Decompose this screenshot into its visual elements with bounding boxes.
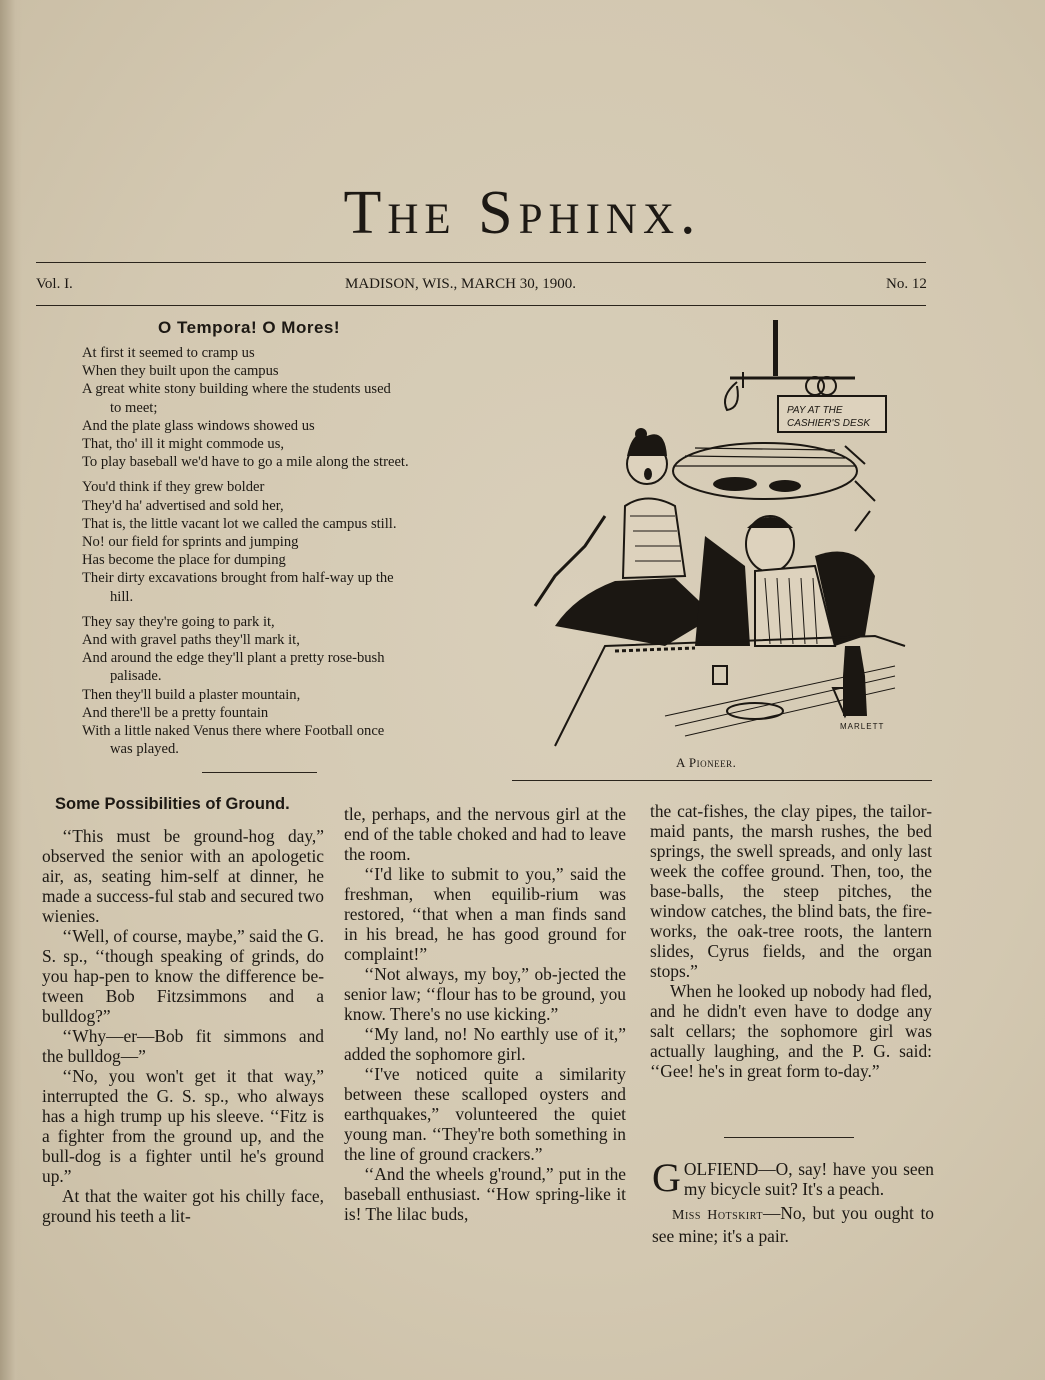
article-paragraph: At that the waiter got his chilly face, ground his teeth a lit-	[42, 1186, 324, 1226]
poem-line: To play baseball we'd have to go a mile along the street.	[82, 454, 409, 471]
article-paragraph: tle, perhaps, and the nervous girl at the end of the table choked and had to leave the room.	[344, 804, 626, 864]
article-column-2	[344, 804, 626, 1224]
poem-line: When they built upon the campus	[82, 363, 279, 380]
article-paragraph: ‘‘No, you won't get it that way,” interrupted the G. S. sp., who always has a high trump up his sleeve. ‘‘Fitz is a fighter from the ground up, and the bull-dog is a fighter until he's ground up.”	[42, 1066, 324, 1186]
poem-line: Has become the place for dumping	[82, 552, 286, 569]
illustration-caption: A Pioneer.	[676, 755, 737, 770]
poem-line: They'd ha' advertised and sold her,	[82, 497, 284, 514]
article-paragraph: ‘‘Well, of course, maybe,” said the G. S. sp., ‘‘though speaking of grinds, do you hap-pen to know the difference be-tween Bob Fitzsimmons and a bulldog?”	[42, 926, 324, 1026]
article-paragraph: ‘‘My land, no! No earthly use of it,” added the sophomore girl.	[344, 1024, 626, 1064]
article-column-3	[650, 801, 932, 1081]
poem-line: They say they're going to park it,	[82, 613, 275, 630]
volume-label: Vol. I.	[36, 276, 73, 292]
joke-speaker-2: Miss Hotskirt	[672, 1208, 763, 1223]
sign-line-2: CASHIER'S DESK	[787, 418, 871, 429]
poem-line: You'd think if they grew bolder	[82, 479, 265, 496]
poem-body	[82, 344, 477, 765]
poem-line: Their dirty excavations brought from half-way up the	[82, 570, 394, 587]
article-paragraph: When he looked up nobody had fled, and he didn't even have to dodge any salt cellars; the sophomore girl was actually laughing, and the P. G. said: ‘‘Gee! he's in great form to-day.”	[650, 981, 932, 1081]
poem-line: At first it seemed to cramp us	[82, 345, 255, 361]
poem-line: That, tho' ill it might commode us,	[82, 436, 285, 453]
poem-line: No! our field for sprints and jumping	[82, 534, 299, 551]
sign-line-1: PAY AT THE	[787, 405, 843, 416]
poem-title: O Tempora! O Mores!	[158, 318, 341, 337]
poem-stanza	[82, 344, 477, 471]
poem-line: Then they'll build a plaster mountain,	[82, 686, 301, 703]
place-date: MADISON, WIS., MARCH 30, 1900.	[345, 276, 576, 292]
poem-line: was played.	[110, 741, 179, 758]
joke-line-1: OLFIEND—O, say! have you seen my bicycle suit? It's a peach.	[683, 1159, 934, 1199]
masthead-rule-top	[36, 262, 926, 263]
poem-end-rule	[202, 772, 317, 773]
hanging-pole	[773, 320, 778, 376]
article-paragraph: ‘‘Why—er—Bob fit simmons and the bulldog—”	[42, 1026, 324, 1066]
article-paragraph: ‘‘And the wheels g'round,” put in the baseball enthusiast. ‘‘How spring-like it is! The lilac buds,	[344, 1164, 626, 1224]
poem-stanza	[82, 613, 477, 759]
caption-rule	[512, 780, 932, 781]
poem-line: palisade.	[110, 668, 162, 685]
article-paragraph: ‘‘I've noticed quite a similarity between these scalloped oysters and earthquakes,” volunteered the quiet young man. ‘‘They're both something in the line of ground crackers.”	[344, 1064, 626, 1164]
issue-number: No. 12	[886, 276, 927, 292]
article-paragraph: ‘‘Not always, my boy,” ob-jected the senior law; ‘‘flour has to be ground, you know. There's no use kicking.”	[344, 964, 626, 1024]
article-paragraph: ‘‘I'd like to submit to you,” said the freshman, when equilib-rium was restored, ‘‘that when a man finds sand in his bread, he has good ground for complaint!”	[344, 864, 626, 964]
artist-signature: MARLETT	[840, 722, 885, 731]
poem-line: And with gravel paths they'll mark it,	[82, 632, 300, 649]
poem-line: to meet;	[110, 399, 158, 416]
masthead-title: The Sphinx.	[343, 179, 702, 247]
bottle	[843, 646, 867, 716]
article-paragraph: the cat-fishes, the clay pipes, the tailor-maid pants, the marsh rushes, the bed springs, the swell spreads, and only last week the coffee ground. Then, too, the base-balls, the steep pitches, the window catches, the blind bats, the fire-works, the oak-tree roots, the lantern slides, Cyrus fields, and the organ stops.”	[650, 801, 932, 981]
poem-line: hill.	[110, 588, 134, 605]
joke-block	[652, 1155, 934, 1246]
illustration-a-pioneer	[515, 316, 915, 752]
poem-stanza	[82, 478, 477, 605]
masthead-rule-bottom	[36, 305, 926, 306]
poem-line: And there'll be a pretty fountain	[82, 704, 269, 721]
joke-divider	[724, 1137, 854, 1138]
article-title: Some Possibilities of Ground.	[55, 795, 290, 813]
joke-dropcap: G	[652, 1155, 681, 1200]
poem-line: And the plate glass windows showed us	[82, 417, 315, 434]
poem-line: And around the edge they'll plant a pretty rose-bush	[82, 650, 385, 667]
article-paragraph: ‘‘This must be ground-hog day,” observed the senior with an apologetic air, as, seating him-self at dinner, he made a success-ful stab and secured two wienies.	[42, 826, 324, 926]
poem-line: With a little naked Venus there where Football once	[82, 723, 385, 740]
poem-line: A great white stony building where the students used	[82, 381, 391, 398]
article-column-1	[42, 826, 324, 1226]
joke-line-2: —No, but you ought to see mine; it's a pair.	[652, 1203, 934, 1246]
poem-line: That is, the little vacant lot we called the campus still.	[82, 515, 397, 532]
